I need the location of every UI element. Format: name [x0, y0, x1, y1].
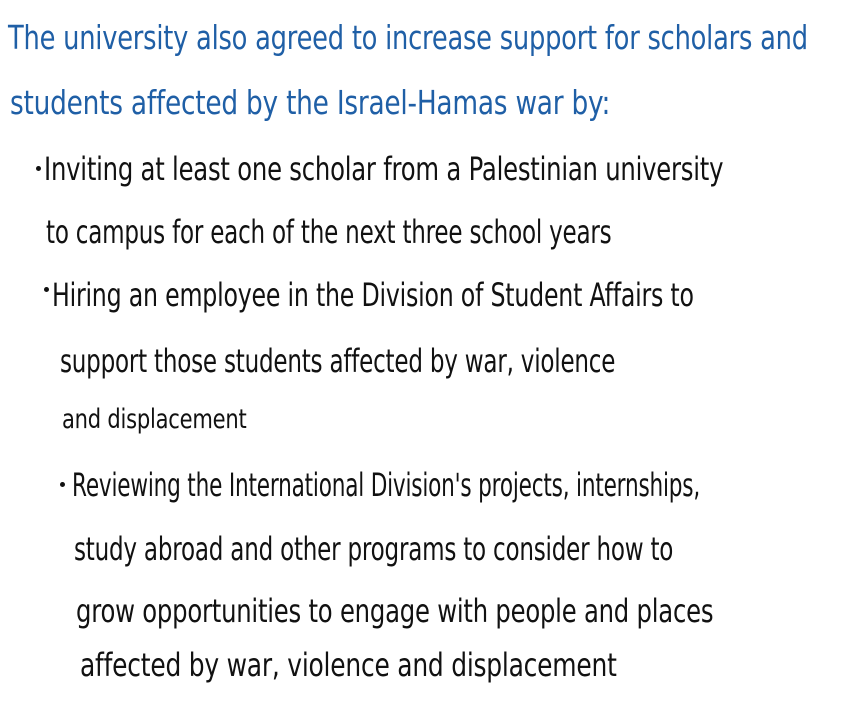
bullet-dot-2: [44, 287, 49, 292]
list-item-3-line-1: Reviewing the International Division's projects, internships,: [72, 466, 701, 504]
list-item-3-line-4: affected by war, violence and displacement: [80, 646, 617, 684]
list-item-3-line-2: study abroad and other programs to consider how to: [74, 530, 674, 568]
list-item-1-line-1: Inviting at least one scholar from a Palestinian university: [44, 150, 724, 188]
bullet-dot-1: [36, 166, 41, 171]
intro-line-1: The university also agreed to increase support for scholars and: [8, 18, 808, 57]
intro-line-2: students affected by the Israel-Hamas war by:: [10, 83, 611, 122]
bullet-dot-3: [60, 482, 65, 487]
list-item-3-line-3: grow opportunities to engage with people and places: [76, 592, 714, 630]
list-item-2-line-2: support those students affected by war, violence: [60, 342, 616, 380]
list-item-1-line-2: to campus for each of the next three school years: [46, 213, 612, 251]
list-item-2-line-3: and displacement: [62, 404, 247, 435]
list-item-2-line-1: Hiring an employee in the Division of Student Affairs to: [52, 276, 694, 314]
